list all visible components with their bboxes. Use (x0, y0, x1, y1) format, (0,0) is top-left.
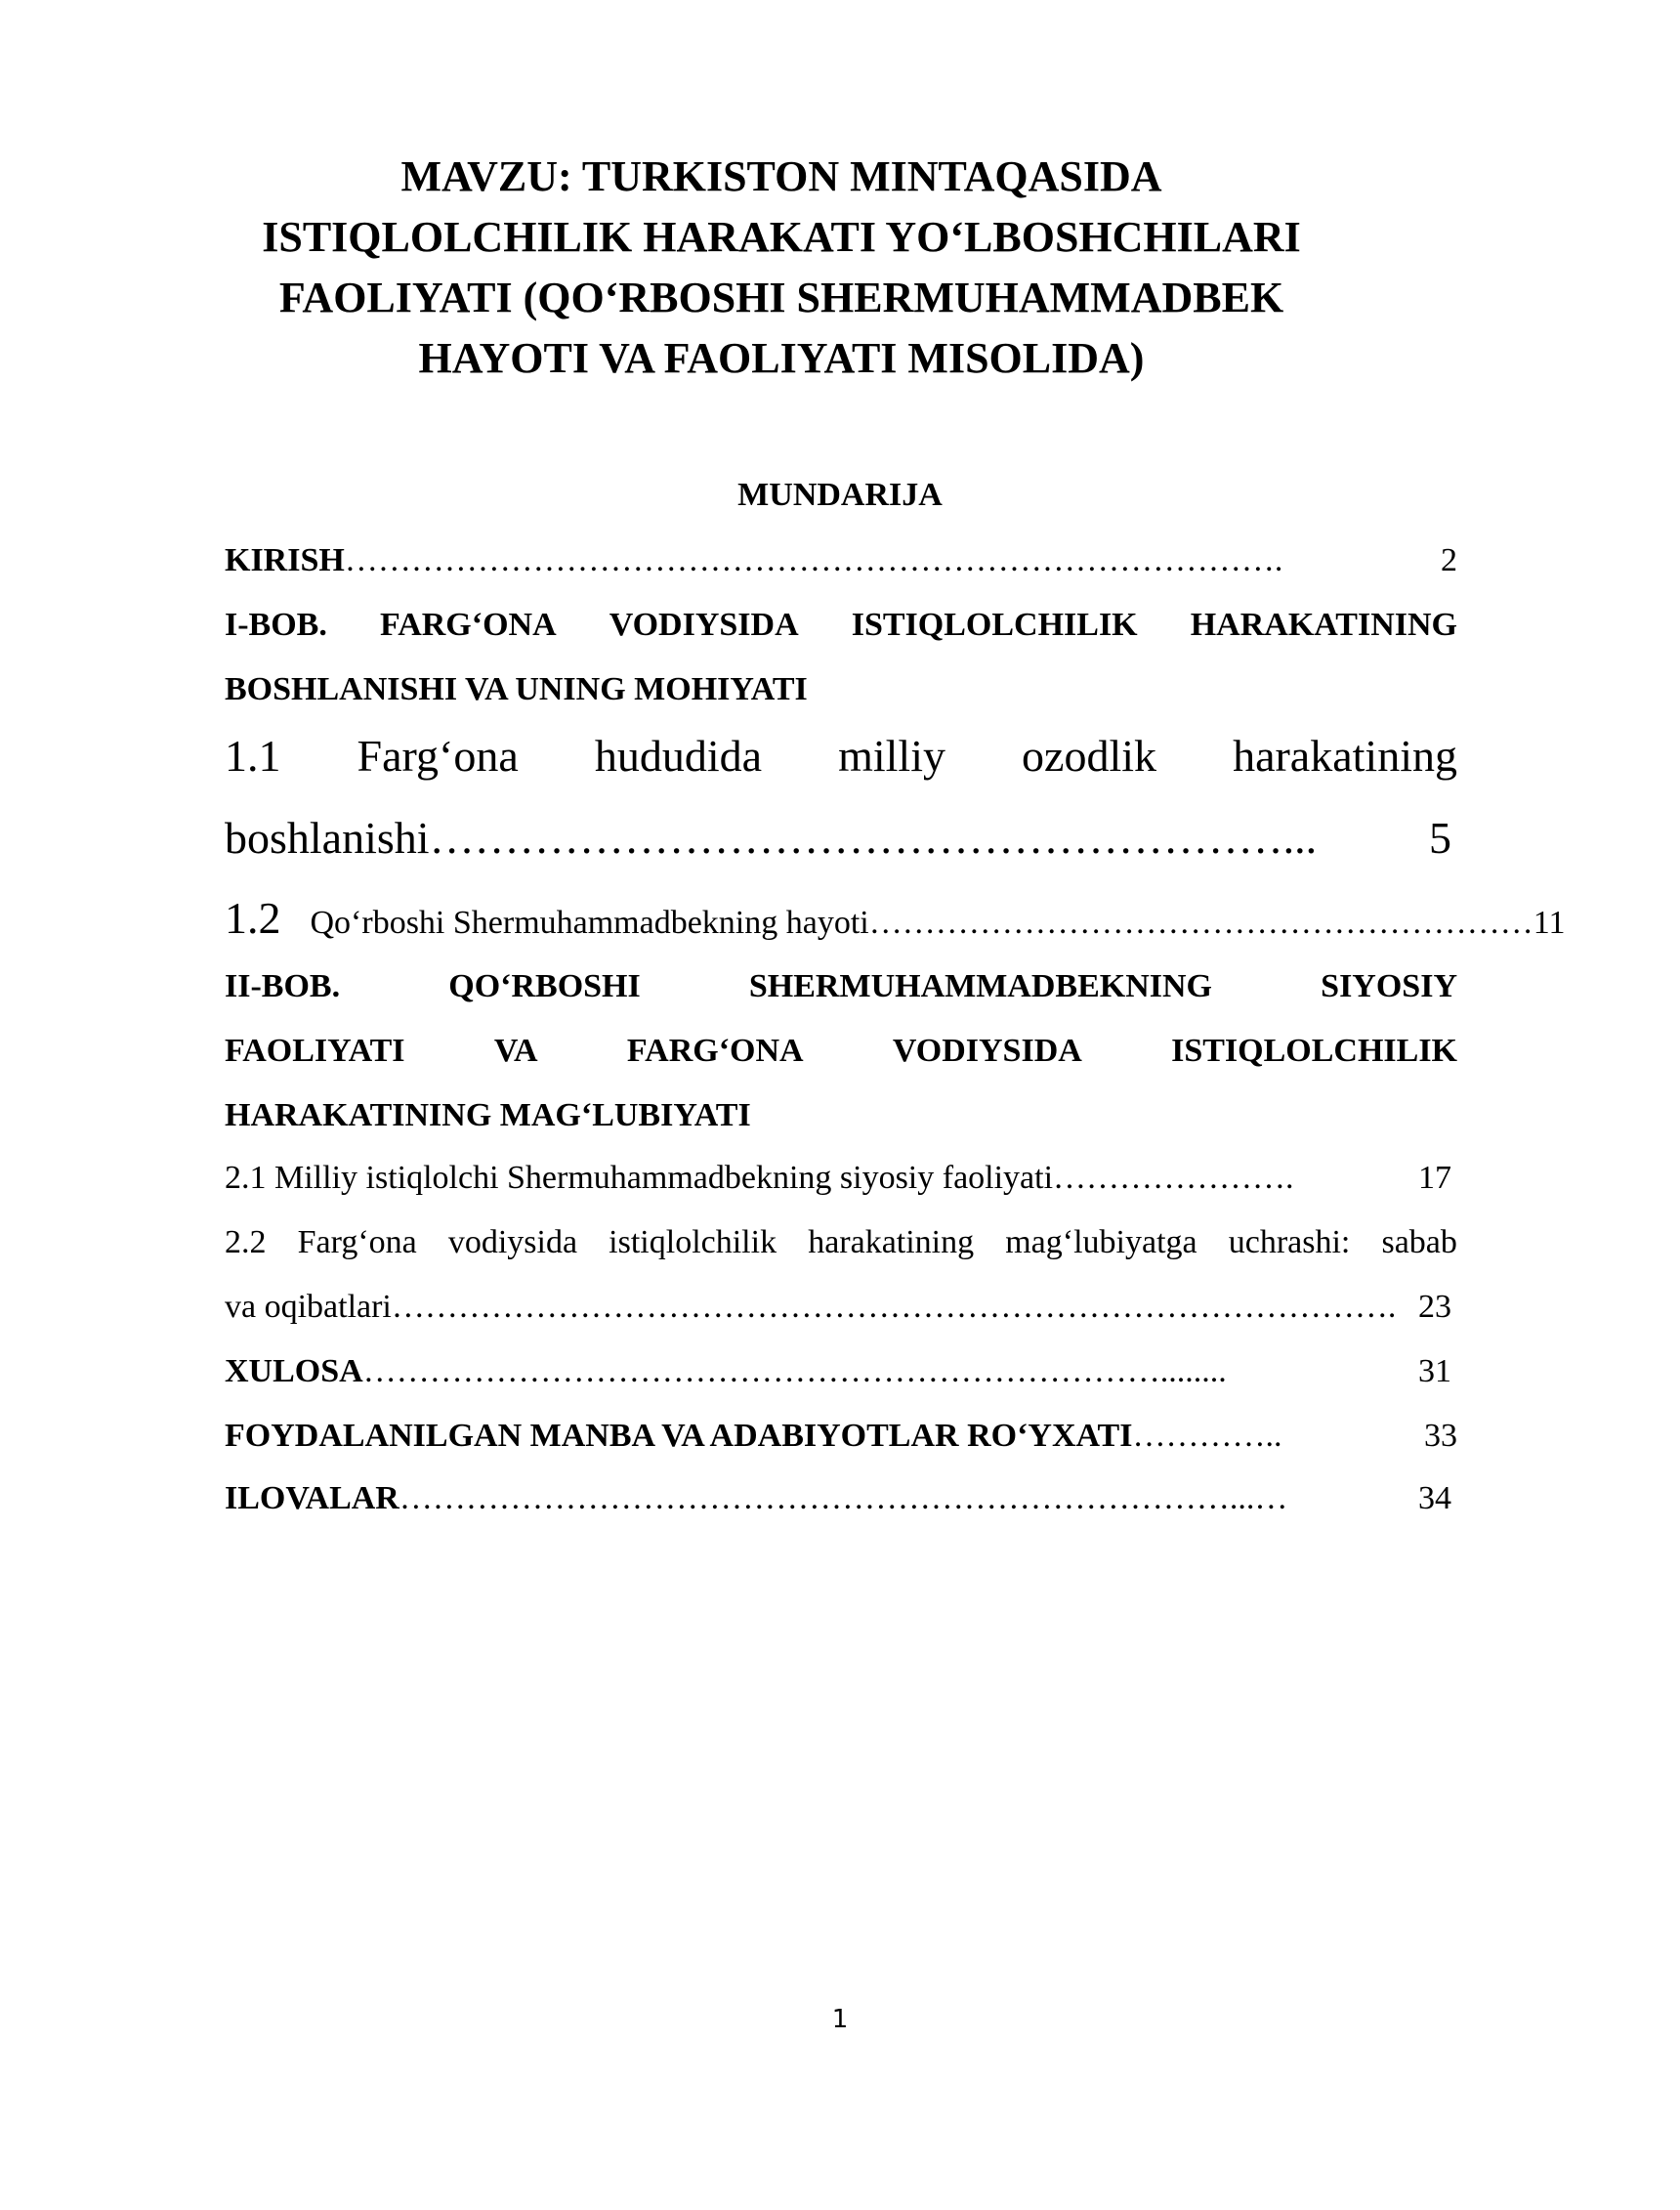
toc-heading: MUNDARIJA (737, 477, 943, 513)
toc-word: FAOLIYATI (225, 1033, 405, 1069)
toc-entry-ilovalar (225, 1477, 1451, 1520)
toc-word: Farg‘ona (357, 731, 519, 781)
toc-chapter-1-line-2: BOSHLANISHI VA UNING MOHIYATI (225, 671, 808, 707)
toc-entry-xulosa (225, 1350, 1451, 1393)
toc-word: ISTIQLOLCHILIK (851, 607, 1138, 643)
toc-word: ozodlik (1022, 731, 1157, 781)
title-line: ISTIQLOLCHILIK HARAKATI YO‘LBOSHCHILARI (262, 213, 1301, 261)
page-number: 1 (831, 2005, 849, 2034)
toc-entry-label: KIRISH (225, 542, 345, 578)
title-line: MAVZU: TURKISTON MINTAQASIDA (400, 152, 1162, 200)
toc-page-number: 2 (1441, 542, 1457, 578)
toc-word: harakatining (1233, 731, 1457, 781)
toc-entry-label: XULOSA (225, 1353, 363, 1389)
toc-section-1-1-line-2 (225, 809, 1451, 868)
toc-dot-leader: …………………………………………………... (429, 813, 1318, 863)
toc-section-2-2-line-2 (225, 1286, 1451, 1329)
toc-word: QO‘RBOSHI (448, 968, 641, 1004)
toc-section-2-1 (225, 1157, 1451, 1200)
toc-page-number: 5 (1429, 813, 1451, 863)
toc-word: FARG‘ONA (379, 607, 557, 643)
toc-page-number: 23 (1418, 1289, 1451, 1325)
toc-section-1-2 (225, 889, 1566, 953)
toc-word: istiqlolchilik (609, 1224, 777, 1260)
toc-dot-leader: ………….. (1132, 1418, 1282, 1454)
toc-dot-leader: ………………………………………………………………........ (362, 1353, 1227, 1389)
toc-section-2-2 (225, 1221, 1457, 1264)
toc-entry-label: 2.1 Milliy istiqlolchi Shermuhammadbekning siyosiy faoliyati (225, 1160, 1054, 1196)
toc-entry-label: ILOVALAR (225, 1480, 399, 1516)
toc-entry-foydalanilgan (225, 1415, 1457, 1458)
toc-section-number: 1.2 (225, 893, 281, 943)
toc-chapter-2-line-3: HARAKATINING MAG‘LUBIYATI (225, 1097, 751, 1133)
toc-page-number: 31 (1418, 1353, 1451, 1389)
toc-word: SHERMUHAMMADBEKNING (748, 968, 1212, 1004)
toc-entry-label: FOYDALANILGAN MANBA VA ADABIYOTLAR RO‘YXATI (225, 1418, 1133, 1454)
toc-dot-leader: …………………………………………………… (868, 905, 1533, 941)
toc-chapter-2 (225, 965, 1457, 1008)
toc-page-number: 17 (1418, 1160, 1451, 1196)
toc-dot-leader: …………………. (1053, 1160, 1294, 1196)
toc-chapter-2-line-2 (225, 1030, 1457, 1073)
toc-word: milliy (838, 731, 945, 781)
toc-word: HARAKATINING (1190, 607, 1457, 643)
toc-entry-label: boshlanishi (225, 813, 430, 863)
toc-page-number: 33 (1424, 1418, 1457, 1454)
toc-word: I-BOB. (225, 607, 327, 643)
toc-word: vodiysida (447, 1224, 578, 1260)
toc-dot-leader: …………………………………………………………………………. (344, 542, 1283, 578)
toc-word: mag‘lubiyatga (1005, 1224, 1197, 1260)
toc-entry-label: Qo‘rboshi Shermuhammadbekning hayoti (310, 905, 869, 941)
toc-word: II-BOB. (225, 968, 341, 1004)
toc-word: VODIYSIDA (609, 607, 799, 643)
toc-page-number: 34 (1418, 1480, 1451, 1516)
toc-word: 2.2 (225, 1224, 267, 1260)
toc-word: FARG‘ONA (626, 1033, 804, 1069)
toc-page-number: 11 (1533, 905, 1566, 941)
toc-dot-leader: …………………………………………………………………...… (399, 1480, 1288, 1516)
toc-section-1-1 (225, 727, 1457, 786)
toc-word: ISTIQLOLCHILIK (1171, 1033, 1457, 1069)
toc-word: VODIYSIDA (892, 1033, 1082, 1069)
toc-word: Farg‘ona (297, 1224, 417, 1260)
toc-word: uchrashi: (1228, 1224, 1351, 1260)
toc-entry-kirish (225, 539, 1457, 582)
toc-word: harakatining (808, 1224, 975, 1260)
toc-chapter-1 (225, 604, 1457, 647)
toc-word: SIYOSIY (1321, 968, 1457, 1004)
title-line: HAYOTI VA FAOLIYATI MISOLIDA) (418, 334, 1145, 382)
document-title (0, 147, 1563, 389)
toc-word: 1.1 (225, 731, 281, 781)
toc-entry-label: va oqibatlari (225, 1289, 392, 1325)
title-line: FAOLIYATI (QO‘RBOSHI SHERMUHAMMADBEK (278, 274, 1284, 321)
toc-dot-leader: ………………………………………………………………………………. (391, 1289, 1397, 1325)
toc-word: sabab (1381, 1224, 1457, 1260)
toc-word: hududida (594, 731, 763, 781)
toc-word: VA (493, 1033, 538, 1069)
